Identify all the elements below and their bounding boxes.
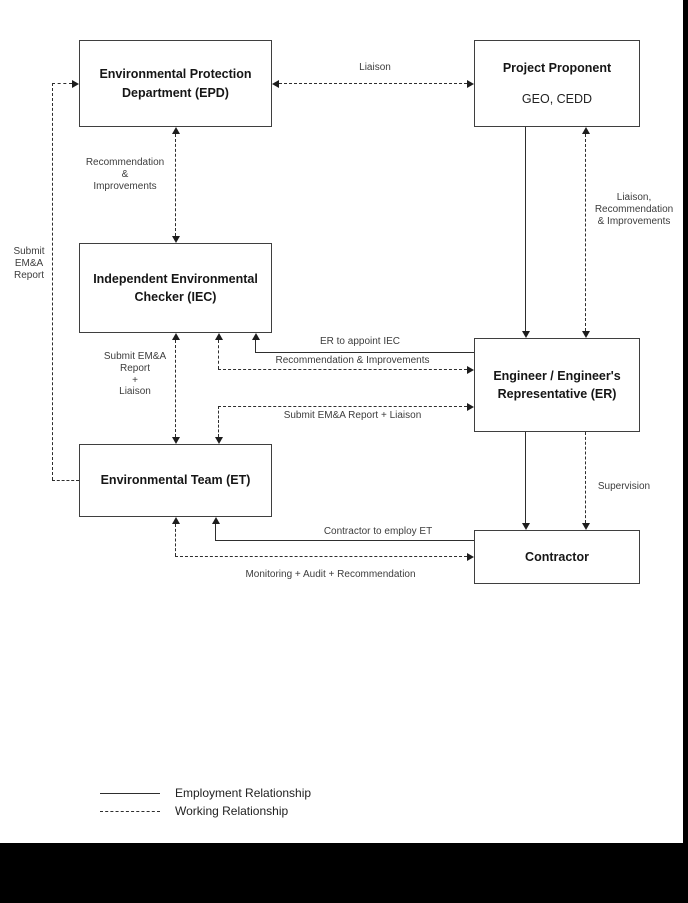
arrowhead-into-er-top-solid: [522, 331, 530, 338]
arrowhead-into-iec-bottom-dashed: [215, 333, 223, 340]
legend-working-relationship-label: Working Relationship: [175, 804, 289, 818]
edge-et-epd-top-segment: [52, 83, 72, 84]
node-et-title: Environmental Team (ET): [100, 473, 251, 488]
arrowhead-into-iec-bottom-solid: [252, 333, 260, 340]
edge-label-iec-et-line3: +: [132, 374, 138, 386]
arrowhead-into-et-bottom-solid: [212, 517, 220, 524]
edge-label-submit-emaa-report-left-line1: Submit: [13, 246, 45, 257]
arrowhead-into-epd-left: [72, 80, 79, 88]
edge-label-liaison-rec-imp-line1: Liaison,: [616, 192, 652, 203]
edge-label-recommendation-improvements: [70, 157, 180, 192]
edge-label-submit-emaa-report-left: [6, 246, 52, 281]
arrowhead-into-et-top-mid: [172, 437, 180, 444]
edge-er-contractor-dashed-line: [585, 432, 586, 523]
arrowhead-into-contractor-left: [467, 553, 474, 561]
edge-iec-er-rec-imp-vertical: [218, 340, 219, 369]
edge-label-submit-emaa-report-left-line2: EM&A: [14, 257, 44, 269]
node-iec-title-line1: Independent Environmental: [93, 271, 258, 286]
arrowhead-into-epd-right: [272, 80, 279, 88]
edge-proponent-er-dashed-line: [585, 134, 586, 331]
arrowhead-into-iec-top: [172, 236, 180, 243]
node-er-title-line2: Representative (ER): [497, 387, 617, 401]
edge-et-er-submit-horizontal: [218, 406, 467, 407]
arrowhead-into-er-left-rec-imp: [467, 366, 474, 374]
node-project-proponent-subtitle: GEO, CEDD: [521, 92, 593, 106]
node-contractor: [474, 530, 640, 584]
edge-et-contractor-monitoring-vertical: [175, 524, 176, 556]
edge-label-iec-et-line4: Liaison: [119, 386, 151, 398]
edge-label-submit-emaa-report-liaison-mid: Submit EM&A Report + Liaison: [283, 410, 422, 421]
edge-er-appoint-iec-vertical: [255, 340, 256, 352]
edge-label-submit-emaa-report-liaison-left: [100, 351, 170, 398]
edge-label-contractor-to-employ-et: Contractor to employ ET: [323, 526, 433, 537]
node-project-proponent-title: Project Proponent: [502, 60, 612, 75]
edge-label-recommendation-improvements-line1: Recommendation: [85, 157, 165, 168]
edge-label-liaison: Liaison: [359, 62, 391, 73]
node-epd-title-line1: Environmental Protection: [99, 67, 252, 82]
legend-dashed-line-swatch: [100, 811, 160, 812]
arrowhead-into-contractor-top-dashed: [582, 523, 590, 530]
arrowhead-into-proponent-left: [467, 80, 474, 88]
arrowhead-into-proponent-bottom: [582, 127, 590, 134]
edge-iec-er-rec-imp-horizontal: [218, 369, 467, 370]
edge-label-liaison-rec-imp-line2: Recommendation: [594, 203, 674, 215]
arrowhead-into-contractor-top-solid: [522, 523, 530, 530]
edge-label-liaison-rec-imp-line3: & Improvements: [597, 215, 671, 227]
arrowhead-into-et-top-dashed: [215, 437, 223, 444]
edge-label-iec-et-line1: Submit EM&A: [103, 351, 167, 362]
page-right-black-border: [683, 0, 688, 903]
edge-contractor-employ-et-vertical: [215, 524, 216, 540]
edge-label-supervision: Supervision: [597, 481, 651, 492]
edge-label-recommendation-improvements-line2: &: [121, 168, 129, 180]
legend-employment-relationship-label: Employment Relationship: [175, 786, 312, 800]
node-epd-title-line2: Department (EPD): [122, 85, 229, 100]
edge-epd-proponent-line: [279, 83, 467, 84]
edge-et-er-submit-vertical: [218, 406, 219, 437]
edge-label-recommendation-improvements-line3: Improvements: [93, 180, 157, 192]
edge-et-epd-vertical-line: [52, 83, 53, 480]
edge-er-appoint-iec-horizontal: [255, 352, 474, 353]
edge-er-contractor-solid-line: [525, 432, 526, 523]
arrowhead-into-er-top-dashed: [582, 331, 590, 338]
arrowhead-into-et-bottom-dashed: [172, 517, 180, 524]
edge-label-recommendation-improvements-mid: Recommendation & Improvements: [275, 355, 430, 366]
edge-label-monitoring-audit-recommendation: Monitoring + Audit + Recommendation: [245, 569, 416, 580]
edge-iec-et-line: [175, 340, 176, 437]
node-epd: [79, 40, 272, 127]
edge-proponent-er-solid-line: [525, 127, 526, 331]
node-iec: [79, 243, 272, 333]
node-contractor-title: Contractor: [525, 549, 589, 564]
edge-label-er-to-appoint-iec: ER to appoint IEC: [319, 336, 401, 347]
edge-contractor-employ-et-horizontal: [215, 540, 474, 541]
node-er-title-line1: Engineer / Engineer's: [493, 368, 621, 383]
edge-label-iec-et-line2: Report: [119, 362, 150, 374]
edge-label-submit-emaa-report-left-line3: Report: [13, 269, 44, 281]
arrowhead-into-er-left-submit: [467, 403, 474, 411]
node-et: [79, 444, 272, 517]
node-iec-title-line2: Checker (IEC): [134, 290, 217, 304]
node-er: [474, 338, 640, 432]
node-project-proponent: [474, 40, 640, 127]
arrowhead-into-iec-bottom-mid: [172, 333, 180, 340]
edge-et-epd-bottom-segment: [52, 480, 79, 481]
legend-solid-line-swatch: [100, 793, 160, 794]
page-bottom-black-border: [0, 843, 688, 903]
edge-et-contractor-monitoring-horizontal: [175, 556, 467, 557]
edge-label-liaison-recommendation-improvements: [586, 192, 682, 227]
arrowhead-into-epd-bottom: [172, 127, 180, 134]
